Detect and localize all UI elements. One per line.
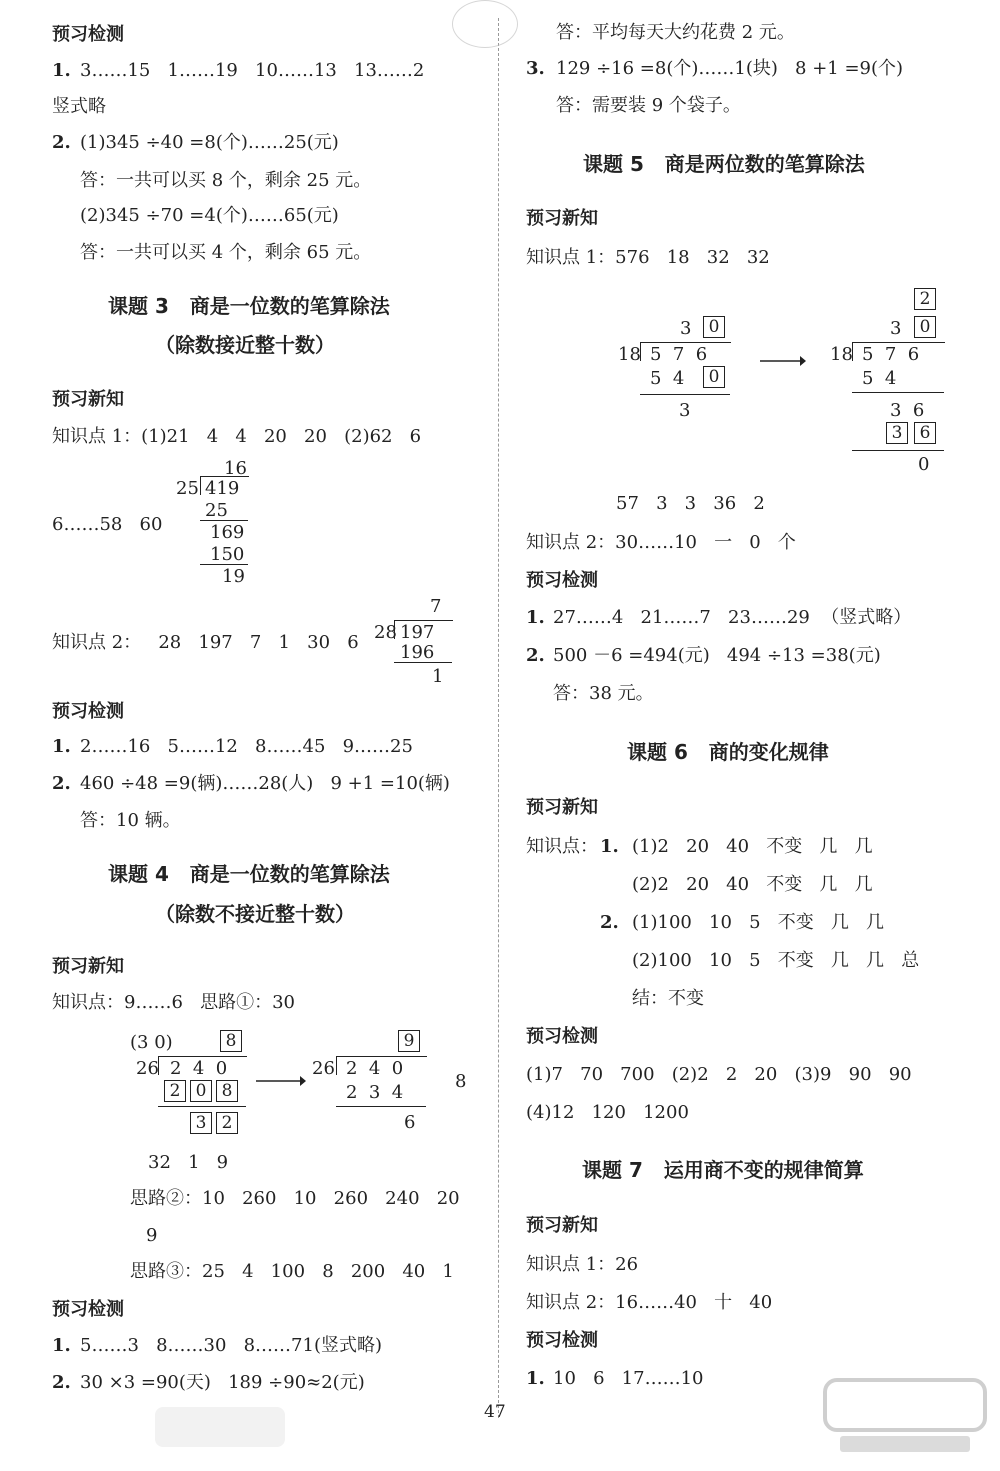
division-digit: 3	[680, 318, 692, 339]
division-digit: 5 4	[862, 368, 897, 389]
answer-line: (1)7 70 700 (2)2 2 20 (3)9 90 90	[526, 1064, 912, 1085]
answer-line: 32 1 9	[148, 1152, 229, 1173]
answer-box: 0	[703, 366, 725, 388]
division-digit: 5 4	[650, 368, 685, 389]
answer-box: 2	[216, 1112, 238, 1134]
answer-line: 知识点 2：16……40 十 40	[526, 1292, 773, 1313]
section-label: 预习检测	[526, 570, 598, 591]
answer-line: 答：38 元。	[553, 683, 654, 704]
answer-box: 9	[398, 1030, 420, 1052]
lesson-title: 课题 4 商是一位数的笔算除法	[108, 862, 390, 886]
answer-box: 3	[190, 1112, 212, 1134]
question-number: 1.	[52, 1335, 71, 1356]
section-label: 预习新知	[52, 956, 124, 977]
watermark-faint	[150, 1402, 290, 1452]
division-digit: 18	[618, 344, 641, 365]
answer-line: 9	[146, 1225, 158, 1246]
division-digit: 196	[400, 642, 435, 663]
question-number: 2.	[52, 773, 71, 794]
division-digit: 5 7 6	[862, 344, 920, 365]
answer-line: 思路③：25 4 100 8 200 40 1	[130, 1261, 454, 1282]
section-label: 预习检测	[52, 701, 124, 722]
column-divider	[498, 18, 499, 1418]
question-number: 1.	[526, 1368, 545, 1389]
section-label: 预习新知	[526, 1215, 598, 1236]
answer-line: 3……15 1……19 10……13 13……2	[80, 60, 425, 81]
answer-line: (2)345 ÷70 =4(个)……65(元)	[80, 205, 339, 226]
answer-line: 知识点 1：576 18 32 32	[526, 247, 770, 268]
section-label: 预习检测	[526, 1026, 598, 1047]
division-digit: 25	[205, 500, 228, 521]
question-number: 1.	[526, 607, 545, 628]
division-digit: 2 4 0	[170, 1058, 228, 1079]
division-digit: 150	[210, 544, 245, 565]
side-number: 8	[455, 1071, 467, 1092]
answer-line: 思路②：10 260 10 260 240 20	[130, 1188, 460, 1209]
answer-line: 答：一共可以买 8 个，剩余 25 元。	[80, 170, 372, 191]
question-number: 2.	[52, 1372, 71, 1393]
question-number: 2.	[600, 912, 619, 933]
lesson-title: 课题 7 运用商不变的规律简算	[582, 1158, 864, 1182]
division-digit: 0	[918, 454, 930, 475]
question-number: 2.	[52, 132, 71, 153]
division-digit: 3 6	[890, 400, 925, 421]
answer-box: 2	[914, 288, 936, 310]
division-digit: 16	[224, 458, 247, 479]
division-rule	[336, 1106, 426, 1107]
question-number: 1.	[52, 736, 71, 757]
division-digit: 18	[830, 344, 853, 365]
division-digit: 2 3 4	[346, 1082, 404, 1103]
division-rule	[852, 392, 944, 393]
question-number: 1.	[52, 60, 71, 81]
answer-line: 答：平均每天大约花费 2 元。	[556, 22, 795, 43]
section-label: 预习检测	[526, 1330, 598, 1351]
answer-box: 3	[886, 422, 908, 444]
answer-box: 0	[703, 316, 725, 338]
division-digit: 2 4 0	[346, 1058, 404, 1079]
division-digit: 419	[205, 478, 240, 499]
division-rule	[640, 394, 730, 395]
division-rule	[200, 564, 248, 565]
answer-line: 5……3 8……30 8……71(竖式略)	[80, 1335, 382, 1356]
answer-line: (1)345 ÷40 =8(个)……25(元)	[80, 132, 339, 153]
section-label: 预习新知	[526, 208, 598, 229]
answer-line: (1)2 20 40 不变 几 几	[632, 836, 873, 857]
answer-line: 10 6 17……10	[553, 1368, 704, 1389]
question-number: 2.	[526, 645, 545, 666]
division-digit: 169	[210, 522, 245, 543]
division-rule	[200, 520, 248, 521]
page-number: 47	[484, 1402, 506, 1422]
answer-line: 57 3 3 36 2	[616, 493, 765, 514]
answer-line: (4)12 120 1200	[526, 1102, 689, 1123]
division-digit: 5 7 6	[650, 344, 708, 365]
section-label: 预习新知	[52, 389, 124, 410]
question-number: 3.	[526, 58, 545, 79]
answer-line: 答：一共可以买 4 个，剩余 65 元。	[80, 242, 372, 263]
section-label: 预习检测	[52, 1299, 124, 1320]
division-digit: 3	[679, 400, 691, 421]
arrow-right-icon	[760, 354, 806, 368]
arrow-right-icon	[256, 1074, 306, 1088]
answer-line: 129 ÷16 =8(个)……1(块) 8 +1 =9(个)	[556, 58, 904, 79]
section-label: 预习检测	[52, 24, 124, 45]
answer-box: 2	[164, 1080, 186, 1102]
division-digit: 6	[404, 1112, 416, 1133]
answer-line: 知识点 2：30……10 一 0 个	[526, 532, 796, 553]
answer-line: 答：需要装 9 个袋子。	[556, 95, 741, 116]
answer-line: 知识点 1：26	[526, 1254, 639, 1275]
answer-line: 460 ÷48 =9(辆)……28(人) 9 +1 =10(辆)	[80, 773, 450, 794]
answer-line: 2……16 5……12 8……45 9……25	[80, 736, 413, 757]
answer-line: 6……58 60	[52, 514, 163, 535]
division-rule	[158, 1106, 246, 1107]
division-digit: 26	[136, 1058, 159, 1079]
division-digit: 3	[890, 318, 902, 339]
answer-line: 500 －6 =494(元) 494 ÷13 =38(元)	[553, 645, 881, 666]
answer-box: 0	[914, 316, 936, 338]
answer-line: 知识点：	[526, 836, 598, 857]
lesson-title: 课题 5 商是两位数的笔算除法	[583, 152, 865, 176]
lesson-title: 课题 6 商的变化规律	[627, 740, 829, 764]
answer-box: 6	[914, 422, 936, 444]
question-number: 1.	[600, 836, 619, 857]
division-digit: 7	[430, 596, 442, 617]
division-digit: (3 0)	[130, 1032, 173, 1053]
division-rule	[394, 662, 452, 663]
watermark-stamp	[452, 0, 518, 48]
answer-note: 竖式略	[52, 96, 106, 117]
answer-line: 27……4 21……7 23……29 （竖式略）	[553, 607, 912, 628]
lesson-title: 课题 3 商是一位数的笔算除法	[108, 294, 390, 318]
division-rule	[852, 450, 944, 451]
division-digit: 197	[400, 622, 435, 643]
answer-line: 知识点 2： 28 197 7 1 30 6	[52, 632, 359, 653]
answer-box: 0	[190, 1080, 212, 1102]
watermark-logo	[820, 1370, 990, 1460]
lesson-subtitle: （除数接近整十数）	[155, 333, 335, 357]
division-digit: 25	[176, 478, 199, 499]
answer-line: (2)2 20 40 不变 几 几	[632, 874, 873, 895]
section-label: 预习新知	[526, 797, 598, 818]
division-digit: 19	[222, 566, 245, 587]
answer-line: (1)100 10 5 不变 几 几	[632, 912, 885, 933]
division-digit: 28	[374, 622, 397, 643]
answer-line: 知识点 1：(1)21 4 4 20 20 (2)62 6	[52, 426, 422, 447]
division-digit: 1	[432, 666, 444, 687]
answer-line: 答：10 辆。	[80, 810, 181, 831]
answer-line: 30 ×3 =90(天) 189 ÷90≈2(元)	[80, 1372, 365, 1393]
answer-line: 知识点：9……6 思路①：30	[52, 992, 295, 1013]
answer-line: 结：不变	[632, 988, 704, 1009]
answer-line: (2)100 10 5 不变 几 几 总	[632, 950, 920, 971]
answer-box: 8	[216, 1080, 238, 1102]
answer-box: 8	[220, 1030, 242, 1052]
division-digit: 26	[312, 1058, 335, 1079]
lesson-subtitle: （除数不接近整十数）	[155, 902, 355, 926]
